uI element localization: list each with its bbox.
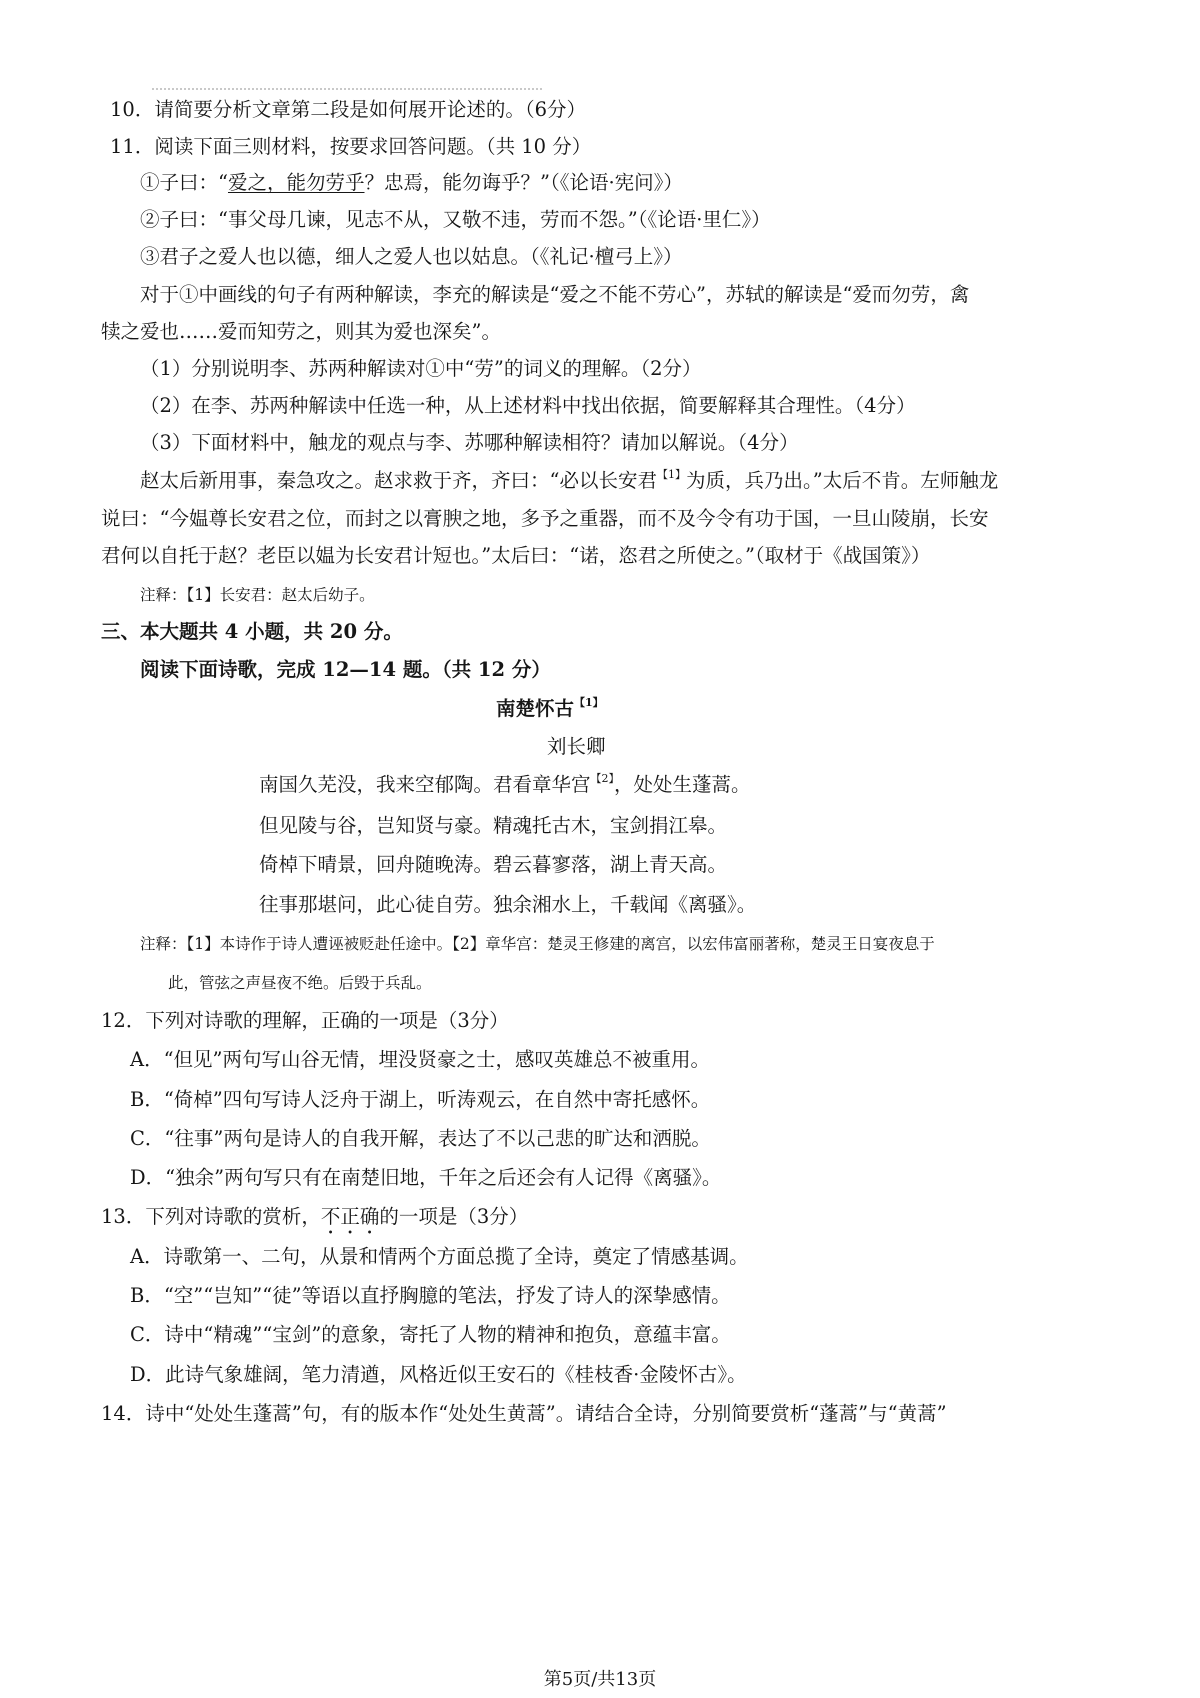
sub-question-1: （1）分别说明李、苏两种解读对①中“劳”的词义的理解。（2分） [140, 357, 702, 380]
poem-note-line1: 注释：【1】本诗作于诗人遭诬被贬赴任途中。【2】章华宫：楚灵王修建的离宫，以宏伟富丽著称，楚灵王日宴夜息于 [140, 935, 935, 953]
poem-line-4: 往事那堪问，此心徒自劳。独余湘水上，千载闻《离骚》。 [259, 893, 757, 916]
question-13-option-a: A．诗歌第一、二句，从景和情两个方面总揽了全诗，奠定了情感基调。 [130, 1245, 749, 1268]
zhao-line1-post: 为质，兵乃出。”太后不肯。左师触龙 [685, 469, 999, 492]
question-13-option-d: D．此诗气象雄阔，笔力清遒，风格近似王安石的《桂枝香·金陵怀古》。 [130, 1363, 747, 1386]
question-11: 11．阅读下面三则材料，按要求回答问题。（共 10 分） [110, 135, 592, 158]
material-3: ③君子之爱人也以德，细人之爱人也以姑息。（《礼记·檀弓上》） [140, 245, 683, 268]
zhao-note: 注释：【1】长安君：赵太后幼子。 [140, 586, 375, 604]
section-3-heading: 三、本大题共 4 小题，共 20 分。 [101, 620, 403, 643]
sub-question-2: （2）在李、苏两种解读中任选一种，从上述材料中找出依据，简要解释其合理性。（4分） [140, 394, 916, 417]
zhao-passage-line2: 说曰：“今媪尊长安君之位，而封之以膏腴之地，多予之重器，而不及今令有功于国，一旦山陵崩，长安 [101, 507, 989, 530]
question-13-option-b: B．“空”“岂知”“徒”等语以直抒胸臆的笔法，抒发了诗人的深挚感情。 [130, 1284, 731, 1307]
question-13 [101, 1204, 528, 1239]
poem-note-line2: 此，管弦之声昼夜不绝。后毁于兵乱。 [168, 974, 432, 992]
sub-question-3: （3）下面材料中，触龙的观点与李、苏哪种解读相符？请加以解说。（4分） [140, 431, 799, 454]
page-footer: 第5页/共13页 [543, 1669, 657, 1690]
question-10: 10．请简要分析文章第二段是如何展开论述的。（6分） [110, 98, 586, 121]
material-1 [140, 170, 683, 196]
material-1-post: ？忠焉，能勿诲乎？”（《论语·宪问》） [364, 171, 683, 194]
poem-line-2: 但见陵与谷，岂知贤与豪。精魂托古木，宝剑捐江皋。 [259, 814, 728, 837]
poem-author: 刘长卿 [547, 735, 606, 758]
interpretation-paragraph-line1: 对于①中画线的句子有两种解读，李充的解读是“爱之不能不劳心”，苏轼的解读是“爱而勿劳，禽 [140, 283, 970, 306]
interpretation-paragraph-line2: 犊之爱也……爱而知劳之，则其为爱也深矣”。 [101, 320, 501, 343]
question-13-option-c: C．诗中“精魂”“宝剑”的意象，寄托了人物的精神和抱负，意蕴丰富。 [130, 1323, 731, 1346]
footnote-marker: 【1】 [574, 696, 604, 709]
poem-line-1 [259, 772, 751, 798]
poem-line-3: 倚棹下晴景，回舟随晚涛。碧云暮寥落，湖上青天高。 [259, 853, 728, 876]
zhao-line1-pre: 赵太后新用事，秦急攻之。赵求救于齐，齐曰：“必以长安君 [140, 469, 657, 492]
material-1-pre: ①子曰：“ [140, 171, 228, 194]
material-1-underlined: 爱之，能勿劳乎 [227, 171, 365, 194]
poem-line-1-post: ，处处生蓬蒿。 [614, 773, 751, 796]
poem-title [496, 696, 604, 722]
material-2: ②子曰：“事父母几谏，见志不从，又敬不违，劳而不怨。”（《论语·里仁》） [140, 208, 771, 231]
zhao-passage-line3: 君何以自托于赵？老臣以媪为长安君计短也。”太后曰：“诺，恣君之所使之。”（取材于《战国策》） [101, 544, 931, 567]
question-12-option-c: C．“往事”两句是诗人的自我开解，表达了不以己悲的旷达和洒脱。 [130, 1127, 711, 1150]
question-12: 12．下列对诗歌的理解，正确的一项是（3分） [101, 1009, 509, 1032]
question-13-pre: 13．下列对诗歌的赏析， [101, 1205, 321, 1228]
top-dotted-divider [152, 88, 542, 90]
footnote-marker: 【2】 [590, 772, 615, 785]
question-12-option-b: B．“倚棹”四句写诗人泛舟于湖上，听涛观云，在自然中寄托感怀。 [130, 1088, 711, 1111]
poem-line-1-pre: 南国久芜没，我来空郁陶。君看章华宫 [259, 773, 591, 796]
zhao-passage-line1 [140, 468, 998, 494]
footnote-marker: 【1】 [656, 468, 686, 481]
poem-instructions: 阅读下面诗歌，完成 12—14 题。（共 12 分） [140, 658, 551, 681]
question-13-post: 的一项是（3分） [379, 1205, 529, 1228]
poem-title-text: 南楚怀古 [496, 697, 575, 720]
question-13-emphasis: 不正确 [320, 1205, 380, 1228]
question-12-option-d: D．“独余”两句写只有在南楚旧地，千年之后还会有人记得《离骚》。 [130, 1166, 722, 1189]
question-12-option-a: A．“但见”两句写山谷无情，埋没贤豪之士，感叹英雄总不被重用。 [130, 1048, 711, 1071]
question-14: 14．诗中“处处生蓬蒿”句，有的版本作“处处生黄蒿”。请结合全诗，分别简要赏析“蓬蒿”与“黄蒿” [101, 1402, 947, 1425]
